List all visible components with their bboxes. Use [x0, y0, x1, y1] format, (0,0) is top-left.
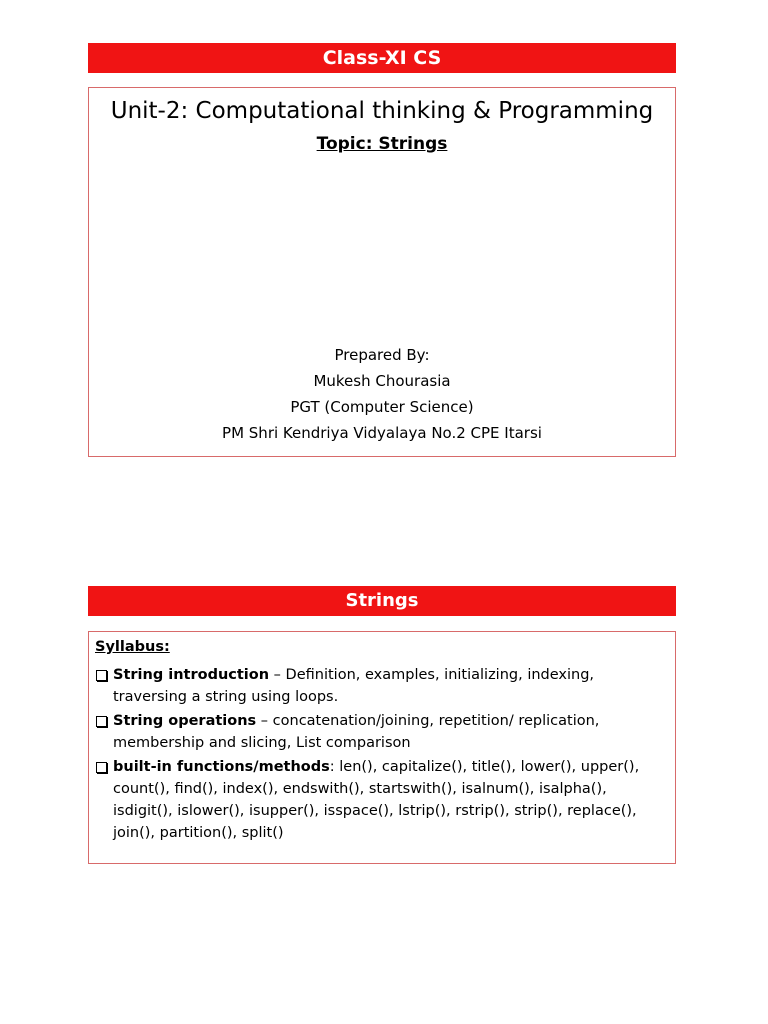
checkbox-bullet-icon — [96, 716, 107, 727]
syllabus-item-text: len(), capitalize(), title(), lower(), upper(), count(), find(), index(), endswith(), startswith(), isalnum(), isalpha(), isdigit(), islower(), isupper(), isspace(), lstrip(), rstrip(), strip(), replace(), join(), partition(), split() — [113, 759, 640, 841]
school-name: PM Shri Kendriya Vidyalaya No.2 CPE Itarsi — [222, 424, 542, 442]
slide2-header-text: Strings — [345, 590, 419, 611]
syllabus-item — [95, 710, 661, 754]
slide1-header-text: Class-XI CS — [322, 47, 442, 69]
syllabus-box — [88, 631, 676, 864]
author-name: Mukesh Chourasia — [313, 372, 451, 390]
prepared-by-label: Prepared By: — [334, 346, 430, 364]
checkbox-bullet-icon — [96, 670, 107, 681]
unit-title: Unit-2: Computational thinking & Programming — [110, 98, 654, 124]
title-slide-box — [88, 87, 676, 457]
syllabus-item-text: concatenation/joining, repetition/ replication, membership and slicing, List comparison — [113, 713, 600, 751]
syllabus-item-separator: : — [329, 759, 340, 775]
syllabus-item-separator: – — [256, 713, 273, 729]
syllabus-label: Syllabus: — [95, 639, 170, 655]
topic-title: Topic: Strings — [316, 134, 448, 154]
syllabus-item-text: Definition, examples, initializing, indexing, traversing a string using loops. — [113, 667, 595, 705]
slide1-header-bar — [88, 43, 676, 73]
syllabus-item-title: built-in functions/methods — [113, 759, 330, 775]
syllabus-item — [95, 756, 661, 844]
syllabus-item — [95, 664, 661, 708]
syllabus-item-separator: – — [269, 667, 286, 683]
checkbox-bullet-icon — [96, 762, 107, 773]
slide2-header-bar — [88, 586, 676, 616]
author-designation: PGT (Computer Science) — [290, 398, 474, 416]
syllabus-item-title: String operations — [113, 713, 257, 729]
syllabus-item-title: String introduction — [113, 667, 270, 683]
